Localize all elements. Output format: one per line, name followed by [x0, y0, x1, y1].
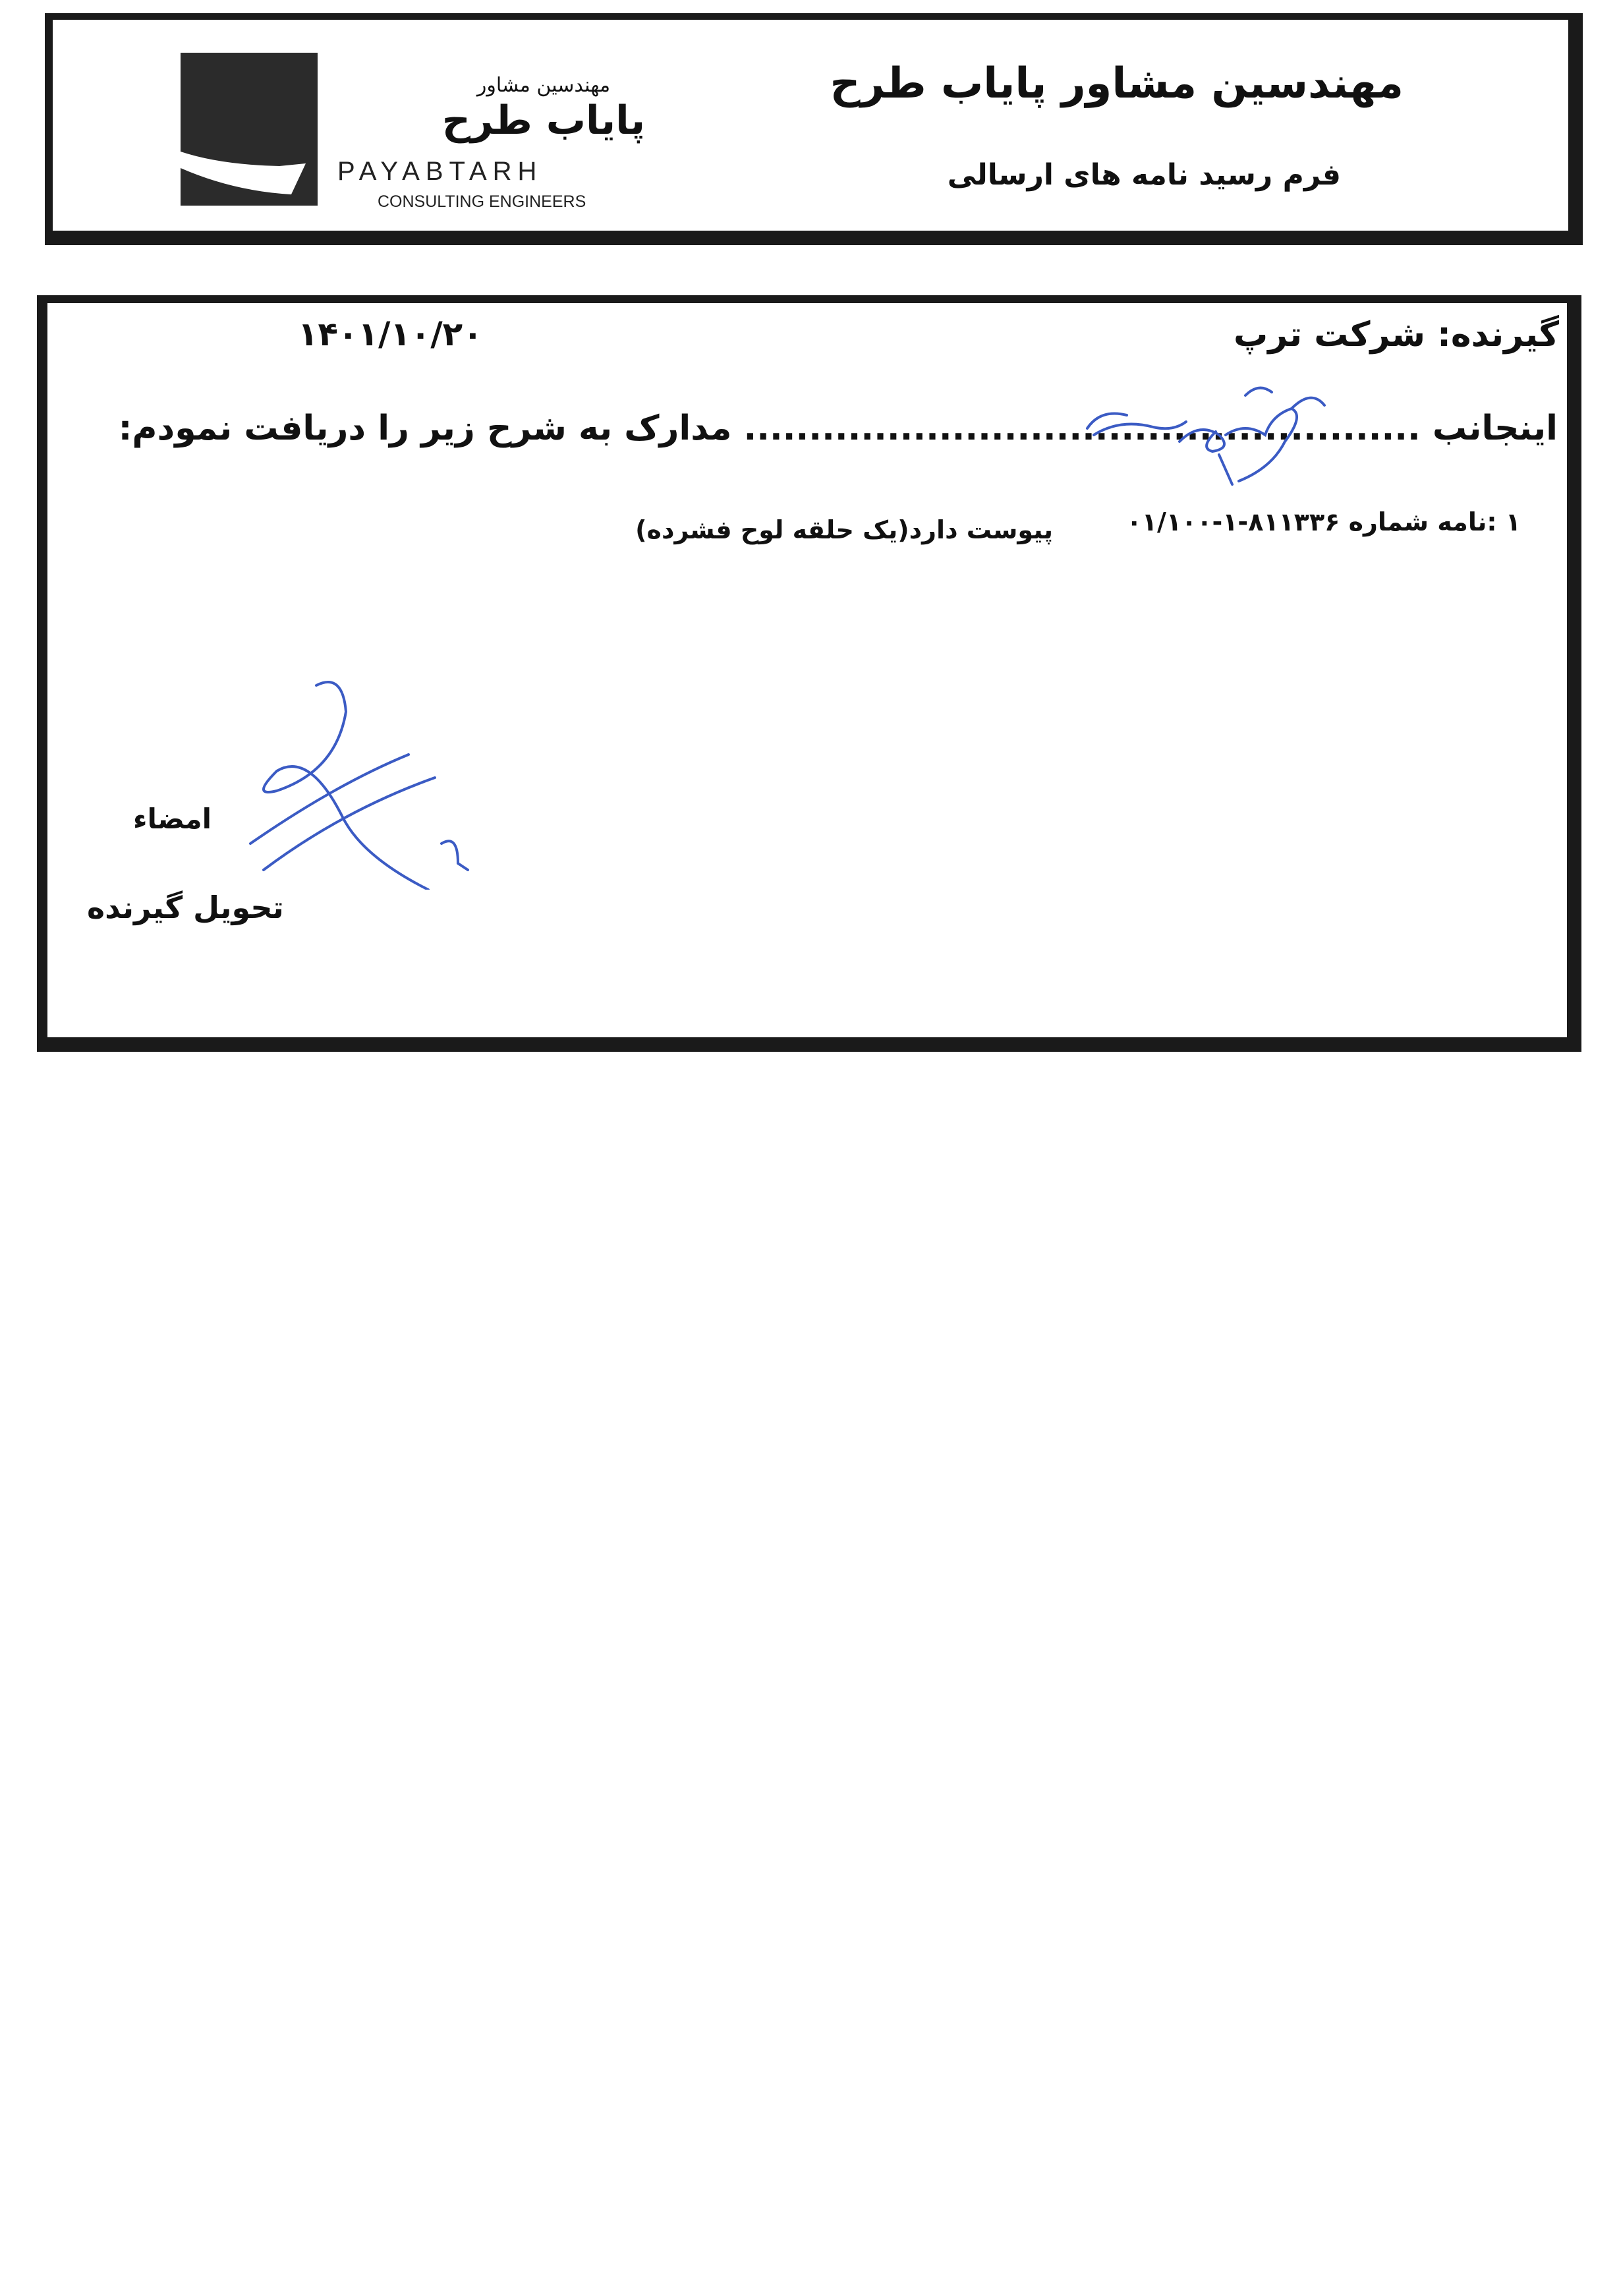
receipt-statement: اینجانب .................................................... مدارک به شرح زیر را دریافت نمودم: [118, 409, 1558, 448]
logo-fa-subtitle: مهندسین مشاور [476, 74, 611, 97]
handwritten-name-icon [1074, 369, 1351, 501]
attachment-note: پیوست دارد(یک حلقه لوح فشرده) [635, 515, 1053, 544]
logo-en-subtitle: CONSULTING ENGINEERS [378, 192, 586, 211]
logo-en-name: PAYABTARH [337, 157, 543, 186]
logo-fa-name: پایاب طرح [441, 98, 646, 144]
recipient-label: تحویل گیرنده [87, 890, 284, 925]
company-title: مهندسین مشاور پایاب طرح [830, 59, 1404, 108]
header-box [45, 13, 1583, 245]
date-value: ۱۴۰۱/۱۰/۲۰ [298, 315, 483, 353]
logo-stripe-icon [181, 53, 318, 206]
receiver-line: گیرنده: شرکت ترپ [1234, 315, 1559, 355]
company-logo-mark [181, 53, 318, 206]
letter-item: ۱ :نامه شماره ۸‌۱۱۳۳۶-۱-۰۱/۱۰۰ [1126, 507, 1521, 536]
form-title: فرم رسید نامه های ارسالی [947, 158, 1341, 192]
signature-icon [237, 672, 474, 890]
signature-label: امضاء [133, 803, 212, 835]
